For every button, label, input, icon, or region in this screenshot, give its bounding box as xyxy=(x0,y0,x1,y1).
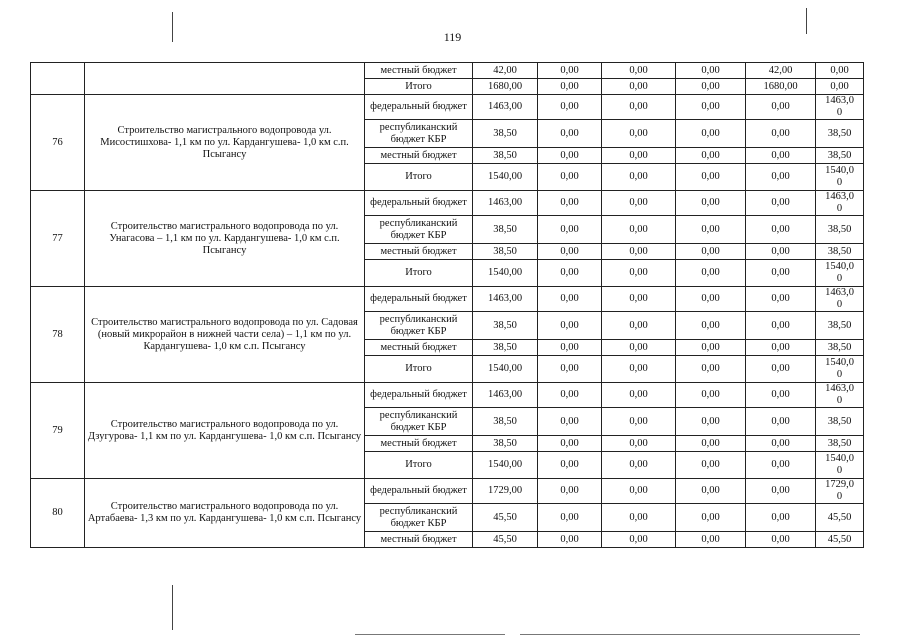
value-cell: 0,00 xyxy=(746,287,816,312)
value-cell: 0,00 xyxy=(538,408,602,436)
value-cell: 1463,0 0 xyxy=(816,383,864,408)
value-cell: 0,00 xyxy=(602,79,676,95)
funding-source-cell: местный бюджет xyxy=(365,436,473,452)
value-cell: 45,50 xyxy=(816,504,864,532)
value-cell: 0,00 xyxy=(746,383,816,408)
funding-source-cell: местный бюджет xyxy=(365,63,473,79)
scan-artifact-line xyxy=(355,634,505,635)
scan-artifact-line xyxy=(172,12,173,42)
value-cell: 1463,0 0 xyxy=(816,191,864,216)
value-cell: 0,00 xyxy=(538,148,602,164)
value-cell: 0,00 xyxy=(602,287,676,312)
value-cell: 0,00 xyxy=(676,312,746,340)
value-cell: 0,00 xyxy=(602,436,676,452)
value-cell: 0,00 xyxy=(746,148,816,164)
value-cell: 0,00 xyxy=(602,63,676,79)
value-cell: 1463,00 xyxy=(473,383,538,408)
value-cell: 0,00 xyxy=(602,452,676,479)
value-cell: 0,00 xyxy=(746,452,816,479)
value-cell: 0,00 xyxy=(538,260,602,287)
value-cell: 0,00 xyxy=(538,120,602,148)
value-cell: 0,00 xyxy=(816,79,864,95)
value-cell: 0,00 xyxy=(602,504,676,532)
funding-source-cell: местный бюджет xyxy=(365,244,473,260)
project-description-cell: Строительство магистрального водопровода по ул. Унагасова – 1,1 км по ул. Кардангушева- 1,0 км с.п. Псыгансу xyxy=(85,191,365,287)
budget-table xyxy=(30,62,864,548)
value-cell: 1463,00 xyxy=(473,191,538,216)
value-cell: 38,50 xyxy=(816,436,864,452)
value-cell: 42,00 xyxy=(746,63,816,79)
value-cell: 0,00 xyxy=(602,383,676,408)
value-cell: 38,50 xyxy=(816,148,864,164)
value-cell: 0,00 xyxy=(676,479,746,504)
value-cell: 0,00 xyxy=(602,216,676,244)
value-cell: 0,00 xyxy=(676,120,746,148)
value-cell: 0,00 xyxy=(602,340,676,356)
value-cell: 0,00 xyxy=(602,244,676,260)
value-cell: 0,00 xyxy=(746,164,816,191)
value-cell: 1463,0 0 xyxy=(816,287,864,312)
value-cell: 38,50 xyxy=(473,312,538,340)
value-cell: 0,00 xyxy=(676,532,746,548)
value-cell: 0,00 xyxy=(538,79,602,95)
value-cell: 0,00 xyxy=(538,244,602,260)
value-cell: 45,50 xyxy=(473,504,538,532)
value-cell: 1540,00 xyxy=(473,260,538,287)
value-cell: 0,00 xyxy=(538,532,602,548)
value-cell: 0,00 xyxy=(602,356,676,383)
value-cell: 0,00 xyxy=(746,244,816,260)
value-cell: 0,00 xyxy=(538,340,602,356)
value-cell: 0,00 xyxy=(602,164,676,191)
value-cell: 0,00 xyxy=(538,504,602,532)
value-cell: 0,00 xyxy=(746,504,816,532)
value-cell: 0,00 xyxy=(538,95,602,120)
value-cell: 38,50 xyxy=(473,436,538,452)
table-row xyxy=(31,383,864,408)
value-cell: 1463,0 0 xyxy=(816,95,864,120)
value-cell: 0,00 xyxy=(676,216,746,244)
value-cell: 0,00 xyxy=(538,63,602,79)
value-cell: 0,00 xyxy=(538,356,602,383)
value-cell: 0,00 xyxy=(676,504,746,532)
value-cell: 38,50 xyxy=(473,244,538,260)
value-cell: 1540,0 0 xyxy=(816,164,864,191)
value-cell: 0,00 xyxy=(602,479,676,504)
funding-source-cell: республиканский бюджет КБР xyxy=(365,216,473,244)
value-cell: 0,00 xyxy=(676,164,746,191)
value-cell: 0,00 xyxy=(676,436,746,452)
row-number-cell: 80 xyxy=(31,479,85,548)
value-cell: 1680,00 xyxy=(746,79,816,95)
funding-source-cell: федеральный бюджет xyxy=(365,191,473,216)
funding-source-cell: Итого xyxy=(365,79,473,95)
value-cell: 0,00 xyxy=(602,260,676,287)
value-cell: 0,00 xyxy=(746,532,816,548)
value-cell: 0,00 xyxy=(746,216,816,244)
value-cell: 0,00 xyxy=(602,191,676,216)
value-cell: 0,00 xyxy=(602,408,676,436)
value-cell: 0,00 xyxy=(538,287,602,312)
value-cell: 0,00 xyxy=(538,191,602,216)
table-row xyxy=(31,95,864,120)
value-cell: 0,00 xyxy=(676,95,746,120)
value-cell: 0,00 xyxy=(538,479,602,504)
funding-source-cell: республиканский бюджет КБР xyxy=(365,408,473,436)
table-body xyxy=(31,63,864,548)
value-cell: 0,00 xyxy=(746,479,816,504)
value-cell: 0,00 xyxy=(602,95,676,120)
value-cell: 1463,00 xyxy=(473,95,538,120)
value-cell: 42,00 xyxy=(473,63,538,79)
funding-source-cell: федеральный бюджет xyxy=(365,383,473,408)
value-cell: 0,00 xyxy=(538,312,602,340)
value-cell: 0,00 xyxy=(676,79,746,95)
value-cell: 0,00 xyxy=(538,383,602,408)
value-cell: 0,00 xyxy=(538,452,602,479)
value-cell: 38,50 xyxy=(473,408,538,436)
value-cell: 0,00 xyxy=(538,216,602,244)
value-cell: 0,00 xyxy=(602,148,676,164)
value-cell: 0,00 xyxy=(538,436,602,452)
value-cell: 0,00 xyxy=(676,408,746,436)
value-cell: 0,00 xyxy=(746,191,816,216)
row-number-cell: 77 xyxy=(31,191,85,287)
value-cell: 0,00 xyxy=(746,95,816,120)
value-cell: 1540,00 xyxy=(473,356,538,383)
funding-source-cell: Итого xyxy=(365,356,473,383)
value-cell: 1463,00 xyxy=(473,287,538,312)
value-cell: 1540,00 xyxy=(473,452,538,479)
value-cell: 38,50 xyxy=(816,312,864,340)
page-number: 119 xyxy=(443,30,462,44)
row-number-cell: 76 xyxy=(31,95,85,191)
row-number-cell: 79 xyxy=(31,383,85,479)
value-cell: 45,50 xyxy=(473,532,538,548)
value-cell: 0,00 xyxy=(676,356,746,383)
value-cell: 1729,00 xyxy=(473,479,538,504)
value-cell: 0,00 xyxy=(746,340,816,356)
funding-source-cell: местный бюджет xyxy=(365,148,473,164)
value-cell: 0,00 xyxy=(602,120,676,148)
value-cell: 0,00 xyxy=(676,191,746,216)
funding-source-cell: федеральный бюджет xyxy=(365,95,473,120)
funding-source-cell: республиканский бюджет КБР xyxy=(365,120,473,148)
funding-source-cell: Итого xyxy=(365,260,473,287)
value-cell: 38,50 xyxy=(816,216,864,244)
value-cell: 0,00 xyxy=(602,312,676,340)
value-cell: 1540,0 0 xyxy=(816,356,864,383)
funding-source-cell: республиканский бюджет КБР xyxy=(365,312,473,340)
value-cell: 0,00 xyxy=(746,312,816,340)
table-row xyxy=(31,479,864,504)
value-cell: 0,00 xyxy=(746,408,816,436)
value-cell: 38,50 xyxy=(816,408,864,436)
scan-artifact-line xyxy=(520,634,860,635)
funding-source-cell: федеральный бюджет xyxy=(365,479,473,504)
funding-source-cell: федеральный бюджет xyxy=(365,287,473,312)
row-number-cell xyxy=(31,63,85,95)
value-cell: 38,50 xyxy=(816,120,864,148)
value-cell: 1540,00 xyxy=(473,164,538,191)
table-row xyxy=(31,63,864,79)
value-cell: 0,00 xyxy=(676,452,746,479)
funding-source-cell: местный бюджет xyxy=(365,532,473,548)
row-number-cell: 78 xyxy=(31,287,85,383)
value-cell: 0,00 xyxy=(676,260,746,287)
value-cell: 0,00 xyxy=(746,356,816,383)
value-cell: 38,50 xyxy=(473,120,538,148)
value-cell: 0,00 xyxy=(676,383,746,408)
table-row xyxy=(31,287,864,312)
value-cell: 0,00 xyxy=(746,436,816,452)
value-cell: 38,50 xyxy=(473,148,538,164)
funding-source-cell: местный бюджет xyxy=(365,340,473,356)
value-cell: 0,00 xyxy=(746,260,816,287)
value-cell: 38,50 xyxy=(816,340,864,356)
value-cell: 0,00 xyxy=(676,63,746,79)
value-cell: 0,00 xyxy=(676,340,746,356)
value-cell: 1540,0 0 xyxy=(816,260,864,287)
funding-source-cell: Итого xyxy=(365,452,473,479)
value-cell: 1680,00 xyxy=(473,79,538,95)
funding-source-cell: республиканский бюджет КБР xyxy=(365,504,473,532)
table-row xyxy=(31,191,864,216)
value-cell: 38,50 xyxy=(816,244,864,260)
value-cell: 0,00 xyxy=(676,148,746,164)
value-cell: 38,50 xyxy=(473,340,538,356)
value-cell: 0,00 xyxy=(538,164,602,191)
value-cell: 0,00 xyxy=(602,532,676,548)
value-cell: 1540,0 0 xyxy=(816,452,864,479)
project-description-cell: Строительство магистрального водопровода по ул. Артабаева- 1,3 км по ул. Кардангушева- 1,0 км с.п. Псыгансу xyxy=(85,479,365,548)
value-cell: 45,50 xyxy=(816,532,864,548)
value-cell: 0,00 xyxy=(676,287,746,312)
value-cell: 1729,0 0 xyxy=(816,479,864,504)
description-cell xyxy=(85,63,365,95)
scan-artifact-line xyxy=(806,8,807,34)
value-cell: 0,00 xyxy=(816,63,864,79)
project-description-cell: Строительство магистрального водопровода по ул. Дзугурова- 1,1 км по ул. Кардангушева- 1,0 км с.п. Псыгансу xyxy=(85,383,365,479)
value-cell: 0,00 xyxy=(676,244,746,260)
project-description-cell: Строительство магистрального водопровода ул. Мисостишхова- 1,1 км по ул. Кардангушева- 1,0 км с.п. Псыгансу xyxy=(85,95,365,191)
value-cell: 38,50 xyxy=(473,216,538,244)
funding-source-cell: Итого xyxy=(365,164,473,191)
value-cell: 0,00 xyxy=(746,120,816,148)
project-description-cell: Строительство магистрального водопровода по ул. Садовая (новый микрорайон в нижней части села) – 1,1 км по ул. Кардангушева- 1,0 км с.п. Псыгансу xyxy=(85,287,365,383)
scan-artifact-line xyxy=(172,585,173,630)
